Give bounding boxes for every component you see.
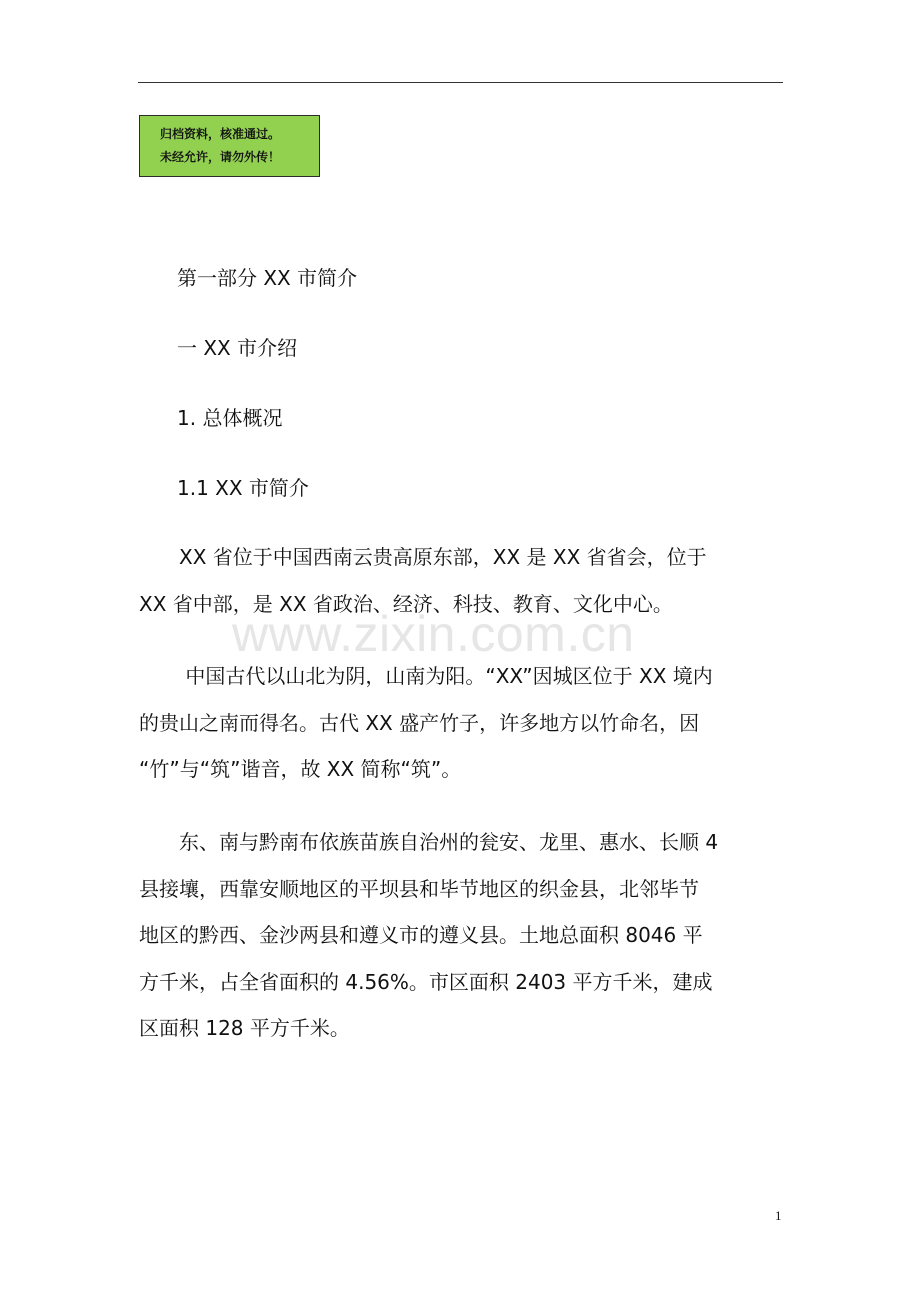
- paragraph-line: 的贵山之南而得名。古代 XX 盛产竹子，许多地方以竹命名，因: [139, 710, 700, 735]
- archive-stamp: [139, 115, 320, 177]
- paragraph-line: 方千米，占全省面积的 4.56%。市区面积 2403 平方千米，建成: [139, 969, 713, 994]
- stamp-line-1: 归档资料，核准通过。: [160, 127, 281, 141]
- paragraph-line: XX 省中部，是 XX 省政治、经济、科技、教育、文化中心。: [139, 591, 673, 616]
- section-heading: 一 XX 市介绍: [177, 336, 298, 360]
- page-number: 1: [775, 1208, 782, 1223]
- paragraph-line: 中国古代以山北为阴，山南为阳。“XX”因城区位于 XX 境内: [139, 664, 713, 688]
- subsection-heading: 1. 总体概况: [177, 406, 283, 430]
- paragraph-line: XX 省位于中国西南云贵高原东部，XX 是 XX 省省会，位于: [139, 545, 707, 569]
- paragraph-line: “竹”与“筑”谐音，故 XX 简称“筑”。: [139, 757, 462, 781]
- paragraph-name-origin: [139, 653, 783, 793]
- part-heading: 第一部分 XX 市简介: [177, 266, 358, 290]
- subsubsection-heading: 1.1 XX 市简介: [177, 476, 309, 500]
- paragraph-geography: [139, 819, 783, 1052]
- header-rule: [138, 82, 783, 83]
- stamp-line-2: 未经允许，请勿外传！: [160, 150, 281, 164]
- paragraph-line: 地区的黔西、金沙两县和遵义市的遵义县。土地总面积 8046 平: [139, 923, 703, 947]
- watermark: www.zixin.com.cn: [232, 606, 635, 662]
- paragraph-line: 东、南与黔南布依族苗族自治州的瓮安、龙里、惠水、长顺 4: [139, 830, 719, 854]
- paragraph-line: 县接壤，西靠安顺地区的平坝县和毕节地区的织金县，北邻毕节: [139, 876, 699, 901]
- paragraph-line: 区面积 128 平方千米。: [139, 1016, 350, 1040]
